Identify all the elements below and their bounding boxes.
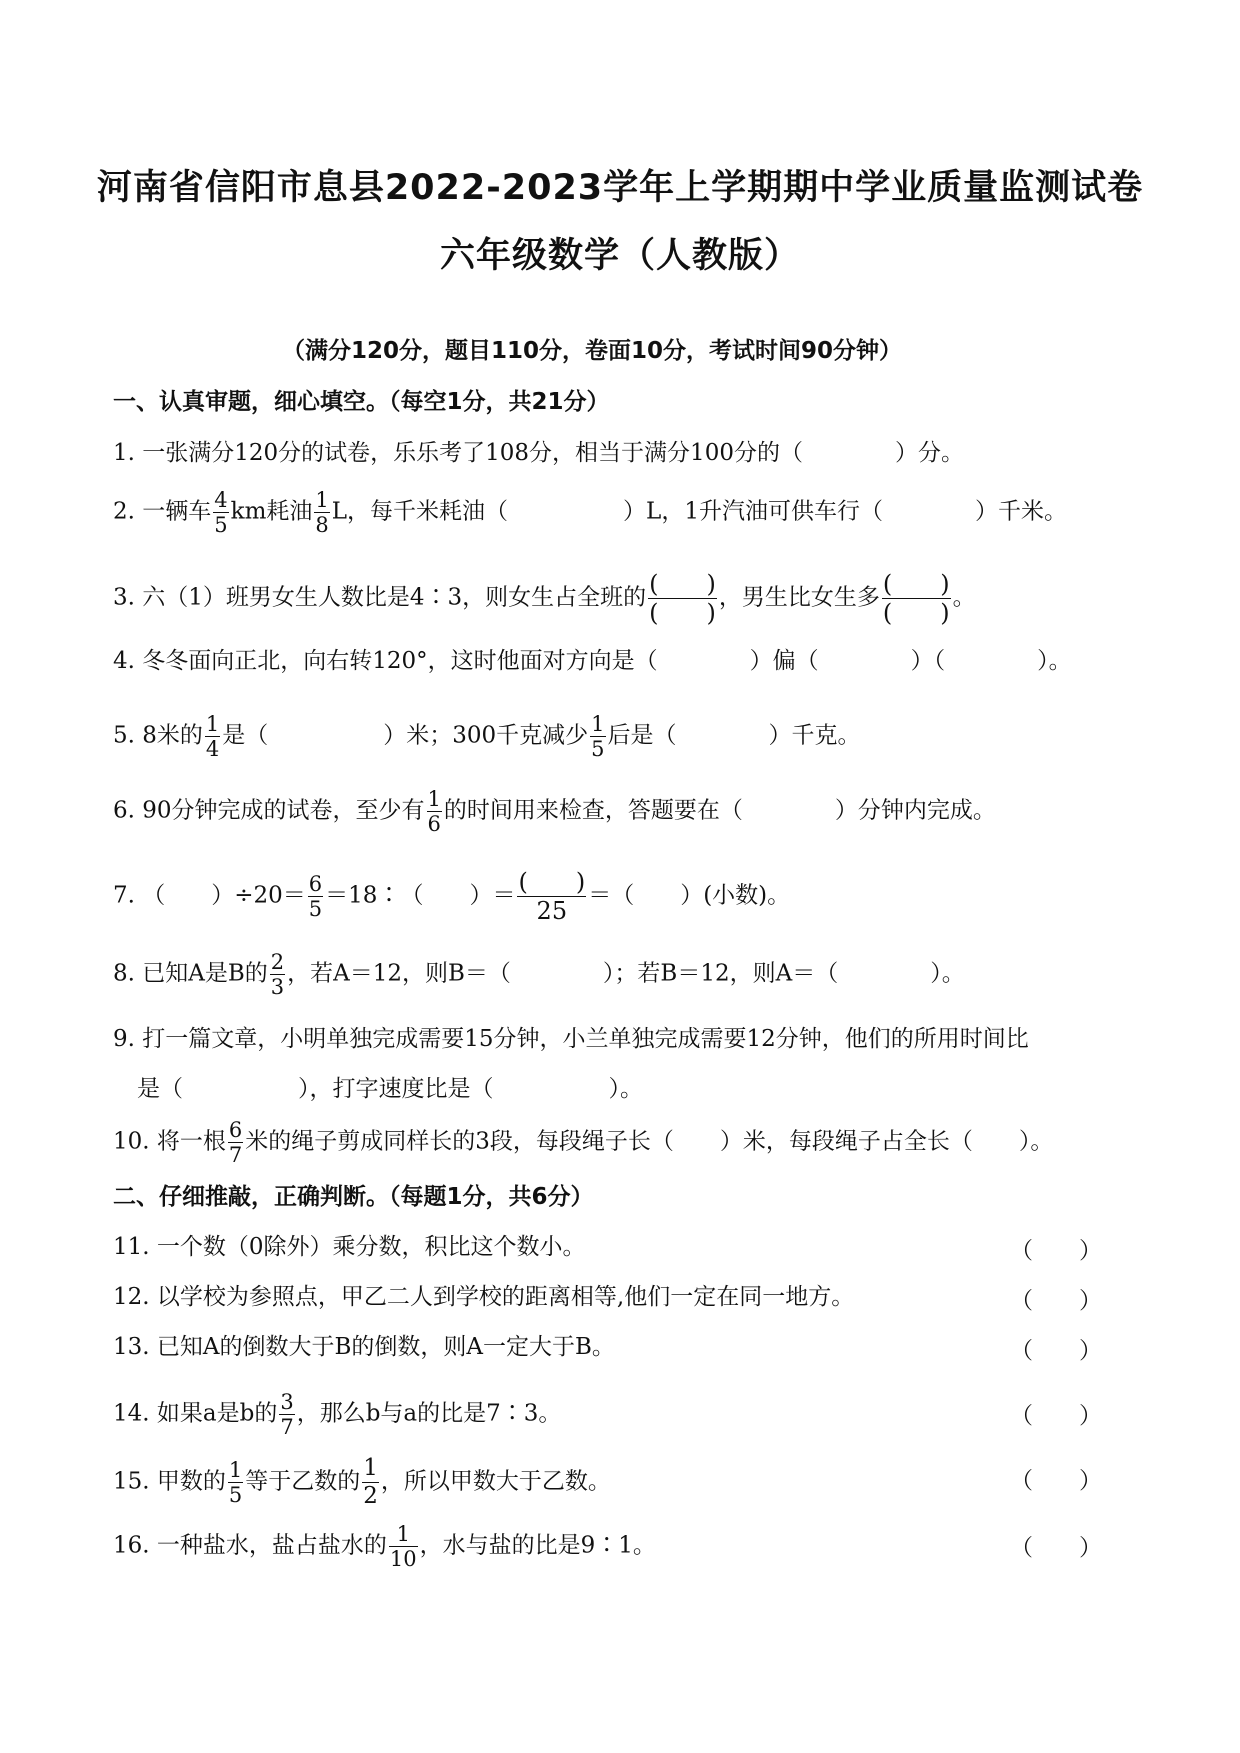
question-1: 1. 一张满分120分的试卷，乐乐考了108分，相当于满分100分的（ ）分。 (113, 440, 964, 466)
q8-text-b: ，若A＝12，则B＝（ ）；若B＝12，则A＝（ ）。 (287, 960, 965, 987)
q2-fraction-1: $\frac{4}{5}$ (214, 488, 228, 537)
section2-heading: 二、仔细推敲，正确判断。（每题1分，共6分） (113, 1184, 594, 1210)
question-14 (113, 1390, 561, 1439)
q14-text-a: 14. 如果a是b的 (113, 1400, 278, 1427)
q14-text-b: ，那么b与a的比是7∶3。 (296, 1400, 562, 1427)
q16-fraction: $\frac{1}{10}$ (389, 1522, 417, 1571)
question-4: 4. 冬冬面向正北，向右转120°，这时他面对方向是（ ）偏（ ）（ ）。 (113, 648, 1072, 674)
section1-heading: 一、认真审题，细心填空。（每空1分，共21分） (113, 389, 610, 415)
q5-text-b: 是（ ）米；300千克减少 (222, 722, 589, 749)
q15-fraction-1: $\frac{1}{5}$ (228, 1458, 243, 1507)
q3-text-a: 3. 六（1）班男女生人数比是4∶3，则女生占全班的 (113, 584, 647, 611)
q2-text-c: L，每千米耗油（ ）L，1升汽油可供车行（ ）千米。 (331, 498, 1067, 525)
q5-fraction-1: $\frac{1}{4}$ (205, 712, 220, 761)
q16-answer-paren[interactable]: （ ） (1010, 1535, 1102, 1561)
q6-text-b: 的时间用来检查，答题要在（ ）分钟内完成。 (443, 797, 996, 824)
q16-text-a: 16. 一种盐水，盐占盐水的 (113, 1532, 387, 1559)
q3-text-c: 。 (952, 584, 976, 611)
q10-text-b: 米的绳子剪成同样长的3段，每段绳子长（ ）米，每段绳子占全长（ ）。 (245, 1128, 1054, 1155)
q3-text-b: ，男生比女生多 (718, 584, 880, 611)
score-note: （满分120分，题目110分，卷面10分，考试时间90分钟） (282, 338, 903, 364)
q10-fraction: $\frac{6}{7}$ (228, 1118, 243, 1167)
q14-answer-paren[interactable]: （ ） (1010, 1403, 1102, 1429)
question-10 (113, 1118, 1053, 1167)
q5-fraction-2: $\frac{1}{5}$ (591, 712, 605, 761)
q16-text-b: ，水与盐的比是9∶1。 (419, 1532, 656, 1559)
q2-text-a: 2. 一辆车 (113, 498, 212, 525)
q3-fraction-blank-2: $\frac{( )}{( )}$ (882, 570, 950, 627)
question-15 (113, 1455, 611, 1510)
q13-answer-paren[interactable]: （ ） (1010, 1338, 1102, 1364)
q7-text-b: ＝18∶（ ）＝ (325, 882, 516, 909)
q6-text-a: 6. 90分钟完成的试卷，至少有 (113, 797, 425, 824)
q15-answer-paren[interactable]: （ ） (1010, 1468, 1102, 1494)
q7-fraction-blank: $\frac{( )}{25}$ (518, 868, 586, 925)
q14-fraction: $\frac{3}{7}$ (280, 1390, 294, 1439)
question-9-line-2: 是（ ），打字速度比是（ ）。 (137, 1076, 643, 1102)
q10-text-a: 10. 将一根 (113, 1128, 226, 1155)
exam-title: 河南省信阳市息县2022-2023学年上学期期中学业质量监测试卷 (96, 168, 1144, 208)
question-7 (113, 868, 790, 925)
question-12: 12. 以学校为参照点，甲乙二人到学校的距离相等,他们一定在同一地方。 (113, 1284, 855, 1310)
q2-text-b: km耗油 (230, 498, 313, 525)
q7-text-a: 7. （ ）÷20＝ (113, 882, 306, 909)
question-2 (113, 488, 1067, 537)
q5-text-c: 后是（ ）千克。 (607, 722, 861, 749)
question-3 (113, 570, 976, 627)
q11-answer-paren[interactable]: （ ） (1010, 1238, 1102, 1264)
q15-text-c: ，所以甲数大于乙数。 (380, 1468, 611, 1495)
q2-fraction-2: $\frac{1}{8}$ (315, 488, 329, 537)
q8-text-a: 8. 已知A是B的 (113, 960, 268, 987)
q7-text-c: ＝（ ）(小数)。 (588, 882, 791, 909)
q12-answer-paren[interactable]: （ ） (1010, 1288, 1102, 1314)
q15-fraction-2: $\frac{1}{2}$ (363, 1455, 378, 1509)
q3-fraction-blank-1: $\frac{( )}{( )}$ (649, 570, 716, 627)
q8-fraction: $\frac{2}{3}$ (270, 950, 285, 999)
q6-fraction: $\frac{1}{6}$ (427, 787, 441, 836)
q15-text-b: 等于乙数的 (245, 1468, 361, 1495)
question-11: 11. 一个数（0除外）乘分数，积比这个数小。 (113, 1234, 586, 1260)
q5-text-a: 5. 8米的 (113, 722, 203, 749)
question-16 (113, 1522, 656, 1571)
q7-fraction-1: $\frac{6}{5}$ (308, 872, 323, 921)
question-13: 13. 已知A的倒数大于B的倒数，则A一定大于B。 (113, 1334, 615, 1360)
question-5 (113, 712, 861, 761)
question-6 (113, 787, 996, 836)
question-9-line-1: 9. 打一篇文章，小明单独完成需要15分钟，小兰单独完成需要12分钟，他们的所用时间比 (113, 1026, 1029, 1052)
exam-subtitle: 六年级数学（人教版） (439, 236, 800, 276)
q15-text-a: 15. 甲数的 (113, 1468, 226, 1495)
question-8 (113, 950, 965, 999)
